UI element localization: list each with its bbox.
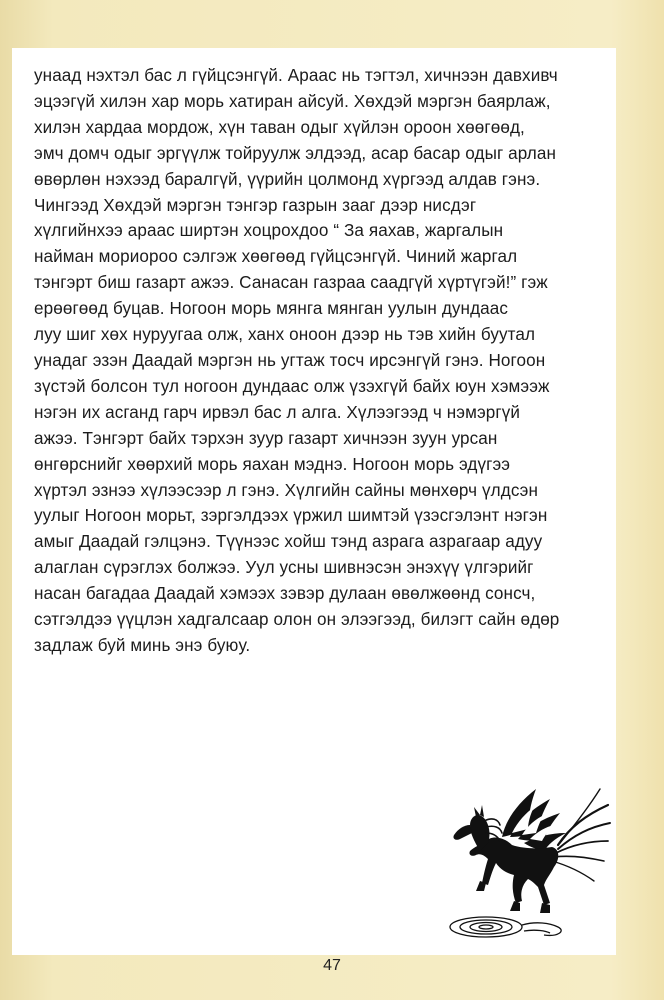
text-line: насан багадаа Даадай хэмээх зэвэр дулаан өвөлжөөнд сонсч, (34, 583, 536, 604)
text-line: унаад нэхтэл бас л гүйцсэнгүй. Араас нь тэгтэл, хичнээн давхивч (34, 65, 558, 85)
text-line: амыг Даадай гэлцэнэ. Түүнээс хойш тэнд азрага азрагаар адуу (34, 531, 543, 552)
text-line: өнгөрснийг хөөрхий морь яахан мэднэ. Ногоон морь эдүгээ (34, 453, 511, 474)
text-line: Чингээд Хөхдэй мэргэн тэнгэр газрын зааг дээр нисдэг (34, 194, 477, 215)
text-line: уулыг Ногоон морьт, зэргэлдээх үржил шимтэй үзэсгэлэнт нэгэн (34, 505, 548, 526)
text-line: задлаж буй минь энэ буюу. (34, 634, 251, 655)
text-line: эмч домч одыг эргүүлж тойруулж элдээд, асар басар одыг арлан (34, 142, 557, 163)
winged-horse-icon (440, 775, 618, 953)
text-line: хүртэл эзнээ хүлээсээр л гэнэ. Хүлгийн сайны мөнхөрч үлдсэн (34, 479, 539, 500)
text-line: нэгэн их асганд гарч ирвэл бас л алга. Хүлээгээд ч нэмэргүй (34, 401, 521, 422)
text-line: сэтгэлдээ үүцлэн хадгалсаар олон он элээгээд, билэгт сайн өдөр (34, 609, 560, 630)
body-text (34, 63, 614, 659)
text-line: найман мориороо сэлгэж хөөгөөд гүйцсэнгүй. Чиний жаргал (34, 246, 518, 267)
text-line: хилэн хардаа мордож, хүн таван одыг хүйлэн ороон хөөгөөд, (34, 116, 525, 137)
text-line: тэнгэрт биш газарт ажээ. Санасан газраа саадгүй хүртүгэй!” гэж (34, 272, 548, 293)
text-line: хүлгийнхээ араас ширтэн хоцрохдоо “ За яахав, жаргалын (34, 220, 504, 241)
text-line: өвөрлөн нэхээд баралгүй, үүрийн цолмонд хүргээд алдав гэнэ. (34, 168, 541, 189)
text-line: алаглан сүрэглэх болжээ. Уул усны шивнэсэн энэхүү үлгэрийг (34, 557, 534, 578)
text-line: луу шиг хөх нуруугаа олж, ханх оноон дээр нь тэв хийн буутал (34, 324, 536, 345)
text-line: ерөөгөөд буцав. Ногоон морь мянга мянган уулын дундаас (34, 298, 509, 319)
text-line: зүстэй болсон тул ногоон дундаас олж үзэхгүй байх юун хэмээж (34, 375, 550, 396)
text-line: эцээгүй хилэн хар морь хатиран айсуй. Хөхдэй мэргэн баярлаж, (34, 90, 551, 111)
text-line: ажээ. Тэнгэрт байх тэрхэн зуур газарт хичнээн зуун урсан (34, 427, 498, 448)
text-line: унадаг эзэн Даадай мэргэн нь угтаж тосч ирсэнгүй гэнэ. Ногоон (34, 349, 546, 370)
page-number: 47 (323, 957, 341, 974)
